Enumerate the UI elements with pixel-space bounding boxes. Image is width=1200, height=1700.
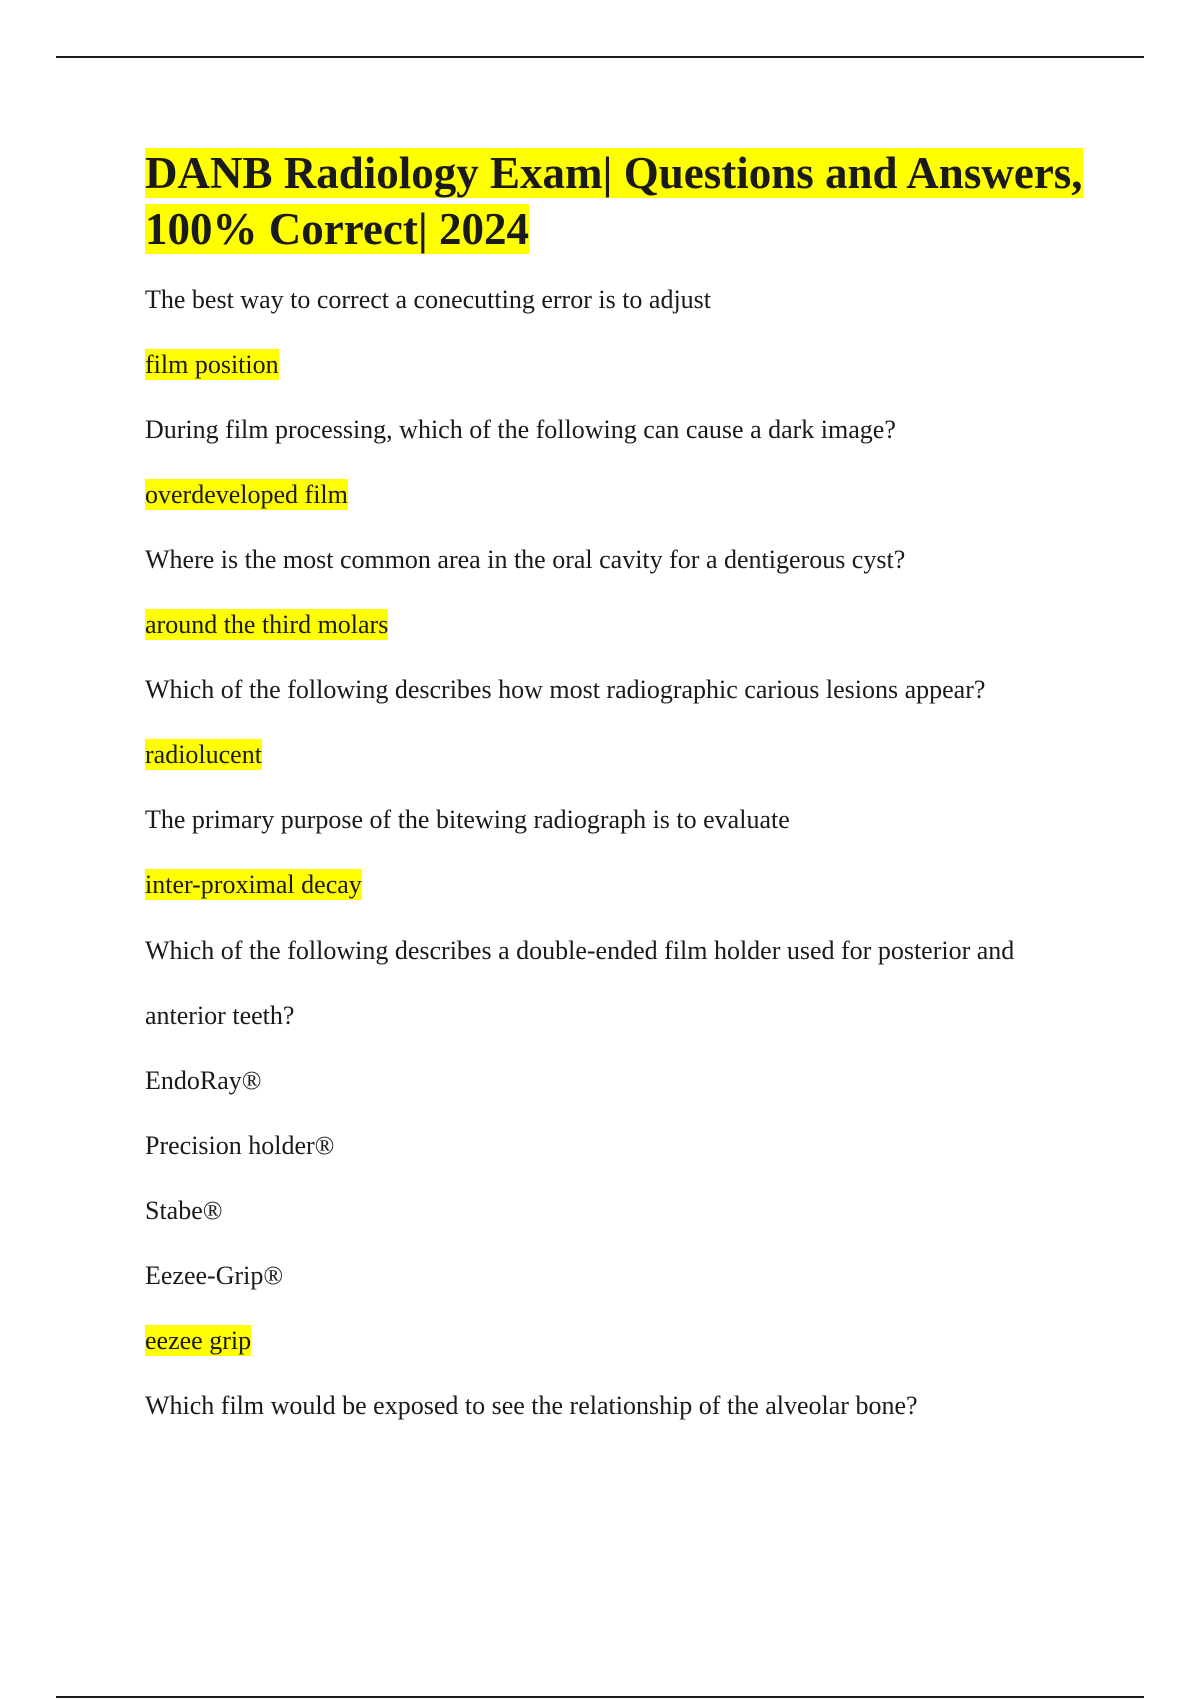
answer-text: [145, 1324, 1095, 1358]
option-text: Eezee-Grip®: [145, 1261, 284, 1290]
answer-text: [145, 868, 1095, 902]
question-text: Which of the following describes a double-ended film holder used for posterior and anterior teeth?: [145, 936, 1015, 1030]
answer-text: [145, 348, 1095, 382]
document-title-text: DANB Radiology Exam| Questions and Answers, 100% Correct| 2024: [145, 148, 1083, 254]
answer-text: [145, 738, 1095, 772]
answer-highlight: inter-proximal decay: [145, 870, 362, 899]
answer-highlight: eezee grip: [145, 1326, 252, 1355]
question-text: Where is the most common area in the oral cavity for a dentigerous cyst?: [145, 545, 906, 574]
question-text: Which of the following describes how most radiographic carious lesions appear?: [145, 675, 986, 704]
header-rule: [56, 56, 1144, 58]
question-text: During film processing, which of the following can cause a dark image?: [145, 415, 896, 444]
question-text: The primary purpose of the bitewing radiograph is to evaluate: [145, 805, 790, 834]
question-text: Which film would be exposed to see the relationship of the alveolar bone?: [145, 1391, 918, 1420]
answer-highlight: overdeveloped film: [145, 480, 348, 509]
option-text: Precision holder®: [145, 1131, 335, 1160]
question-text: The best way to correct a conecutting error is to adjust: [145, 285, 712, 314]
document-body: [145, 145, 1095, 1454]
answer-highlight: around the third molars: [145, 610, 389, 639]
footer-rule: [56, 1696, 1144, 1698]
document-title: [145, 145, 1095, 257]
answer-highlight: film position: [145, 350, 279, 379]
option-text: EndoRay®: [145, 1066, 262, 1095]
answer-text: [145, 608, 1095, 642]
answer-highlight: radiolucent: [145, 740, 262, 769]
answer-text: [145, 478, 1095, 512]
option-text: Stabe®: [145, 1196, 223, 1225]
